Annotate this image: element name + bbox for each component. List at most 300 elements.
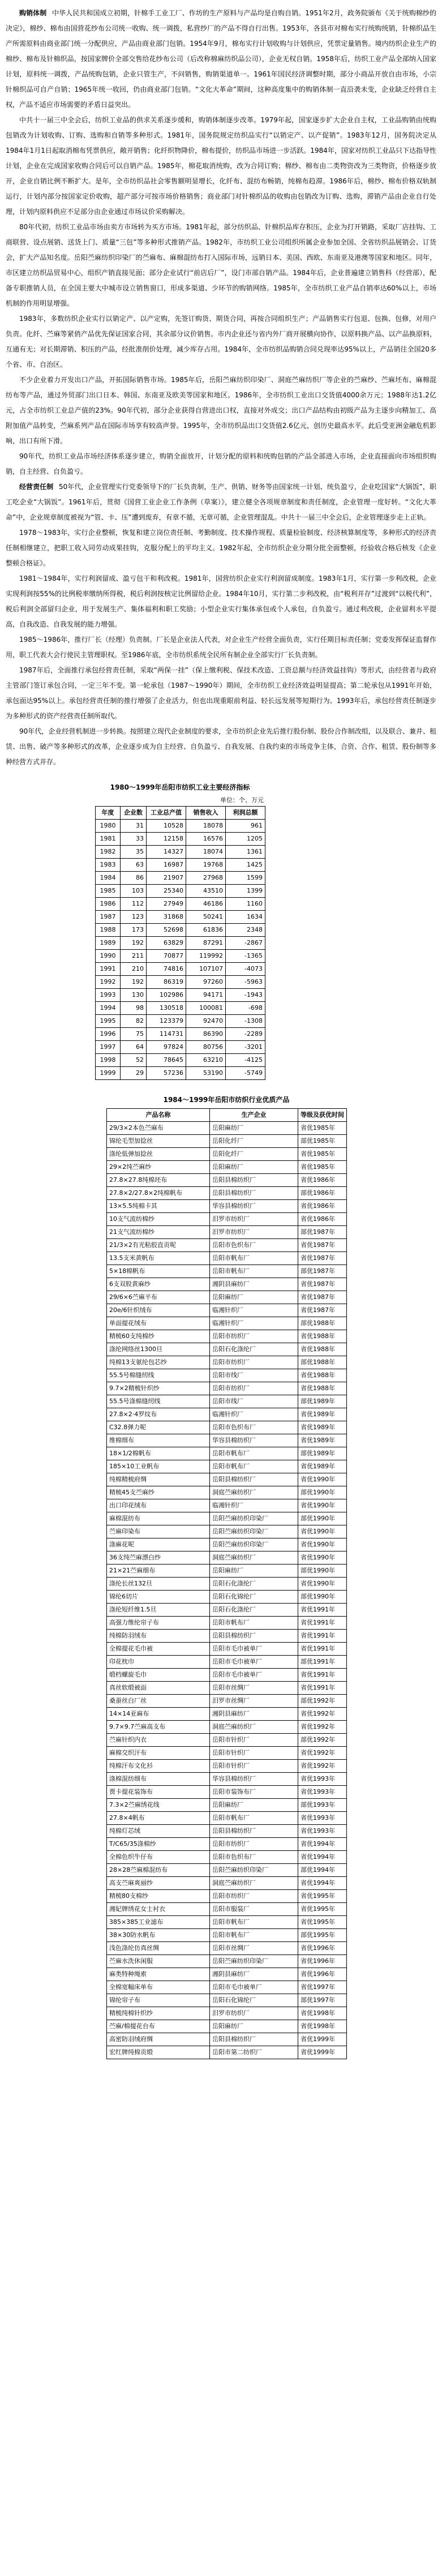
table-row (107, 1291, 347, 1304)
table-cell: 涤棉混纺细布 (107, 1773, 210, 1786)
table-cell: 纯棉防羽绒布 (107, 1630, 210, 1643)
table-cell: 1425 (226, 859, 265, 872)
table-cell: 岳阳麻纺厂 (210, 1122, 298, 1135)
table-cell: 岳阳市毛巾被单厂 (210, 1643, 298, 1656)
table-header-row (96, 807, 265, 820)
table-cell: 洞庭苎麻纺织厂 (210, 1551, 298, 1565)
table-cell: 省优1989年 (298, 1434, 347, 1447)
table-cell: 岳阳市色织布厂 (210, 1851, 298, 1864)
table-cell: 岳阳市毛巾被单厂 (210, 1656, 298, 1669)
table-cell: 印花枕巾 (107, 1656, 210, 1669)
table-cell: 临湘针织厂 (210, 1499, 298, 1512)
table-row (96, 911, 265, 924)
table-cell: 1599 (226, 872, 265, 885)
table-row (107, 1695, 347, 1708)
table-cell: 岳阳市帆布厂 (210, 1252, 298, 1265)
table-row (107, 1890, 347, 1903)
table-cell: T/C65/35涤棉纱 (107, 1838, 210, 1851)
table-cell: 岳阳石化涤纶厂 (210, 1343, 298, 1356)
table-cell: 部优1987年 (298, 1265, 347, 1278)
table-row (107, 1916, 347, 1929)
table-cell: 省优1991年 (298, 1669, 347, 1682)
table-cell: 1991 (96, 963, 121, 976)
table-cell: 14×14亚麻布 (107, 1708, 210, 1721)
table-row (107, 1955, 347, 1968)
table-cell: 55.5号棉缝纫线 (107, 1369, 210, 1382)
table-cell: 部优1985年 (298, 1135, 347, 1148)
table-cell: 185×10工业帆布 (107, 1460, 210, 1473)
table-cell: 21支气流纺棉纱 (107, 1226, 210, 1239)
table-row (107, 2046, 347, 2059)
table-cell: 真丝软缎被面 (107, 1682, 210, 1695)
table-cell: 123 (121, 911, 147, 924)
table-cell: 部优1988年 (298, 1356, 347, 1369)
section-heading-purchase-sales: 购销体制 (19, 9, 47, 17)
table-cell: 29 (121, 1067, 147, 1080)
table-cell: 36支纯苎麻漂白纱 (107, 1551, 210, 1565)
table-cell: 临湘针织厂 (210, 1317, 298, 1330)
table-cell: 省优1991年 (298, 1617, 347, 1630)
table-cell: 1999 (96, 1067, 121, 1080)
table-cell: 1399 (226, 885, 265, 898)
paragraph (6, 632, 436, 663)
table-cell: 省优1991年 (298, 1682, 347, 1695)
table-cell: 省优1987年 (298, 1239, 347, 1252)
table-row (107, 1799, 347, 1812)
table-row (107, 1591, 347, 1604)
table-cell: -1365 (226, 950, 265, 963)
table-cell: 1981 (96, 833, 121, 846)
table-cell: 63829 (147, 937, 186, 950)
table-cell: 苎麻/棉提花台布 (107, 2020, 210, 2033)
table-cell: 1985 (96, 885, 121, 898)
table-cell: 岳阳县棉纺织厂 (210, 1473, 298, 1486)
table-cell: 省优1991年 (298, 1604, 347, 1617)
table-cell: 岳阳市线厂 (210, 1369, 298, 1382)
table-row (107, 1213, 347, 1226)
table-cell: 精梳45支苎麻纱 (107, 1486, 210, 1499)
paragraph (6, 663, 436, 724)
table-row (107, 1617, 347, 1630)
paragraph-text: 1981～1984年，实行利润留成、盈亏包干和利改税。1981年，国营纺织企业实行利润留成制度。1983年1月，实行第一步利改税，企业实现利润按55%的比例税率缴纳所得税，税后利润按核定比例留给企业。1984年10月，实行第二步利改税，由“税利并存”过渡到“以税代利”，税后利润全部留归企业，用于发展生产、集体福利和职工奖励；小型企业实行集体承包或个人承包，自负盈亏。通过利改税，企业留利水平提高，自我改造、自我发展的能力增强。 (6, 575, 436, 628)
table-cell: 精梳80支棉纱 (107, 1890, 210, 1903)
table-row (96, 1054, 265, 1067)
table-cell: 9.7×9.7苎麻高支布 (107, 1721, 210, 1734)
table-cell: 省优1995年 (298, 1916, 347, 1929)
table-cell: 省优1986年 (298, 1200, 347, 1213)
paragraph-text: 1987年后，全面推行承包经营责任制，采取“两保一挂”（保上缴利税、保技术改造、工资总额与经济效益挂钩）等形式，由经营者与政府主管部门签订承包合同，一定三年不变。第一轮承包（1987～1990年）期间，全市纺织工业经济效益明显提高；第二轮承包从1991年开始，承包面达95%以上。承包经营责任制的推行增强了企业活力，但也出现重眼前利益、轻长远发展等短期行为。1993年后，承包经营责任制逐步为多种形式的资产经营责任制所取代。 (6, 666, 436, 720)
table-row (107, 1604, 347, 1617)
table-header-row (107, 1109, 347, 1122)
table-row (107, 1708, 347, 1721)
table-cell: 961 (226, 820, 265, 833)
table-cell: 省优1992年 (298, 1721, 347, 1734)
table-cell: 汨罗市纺织厂 (210, 1226, 298, 1239)
table-cell: 63210 (186, 1054, 226, 1067)
table-cell: 6支双股黄麻纱 (107, 1278, 210, 1291)
table-row (107, 1161, 347, 1174)
table-cell: 岳阳麻纺厂 (210, 1161, 298, 1174)
table-row (107, 1135, 347, 1148)
table-unit-note: 单位：个、万元 (220, 796, 264, 804)
table-row (107, 1682, 347, 1695)
table-cell: 173 (121, 924, 147, 937)
table-cell: 岳阳市色织布厂 (210, 1421, 298, 1434)
table-row (107, 1226, 347, 1239)
table-cell: 省优1996年 (298, 1955, 347, 1968)
table-cell: 210 (121, 963, 147, 976)
table-cell: 86 (121, 872, 147, 885)
table-row (107, 1851, 347, 1864)
table-cell: 1989 (96, 937, 121, 950)
table-cell: 岳阳市纺织厂 (210, 1330, 298, 1343)
table-cell: 岳阳石化涤纶厂 (210, 1578, 298, 1591)
table-cell: 部优1997年 (298, 1994, 347, 2007)
table-cell: 部优1990年 (298, 1512, 347, 1525)
table-row (96, 1041, 265, 1054)
paragraph (6, 479, 436, 525)
table-row (107, 1122, 347, 1135)
table-cell: 119992 (186, 950, 226, 963)
table-cell: 部优1987年 (298, 1226, 347, 1239)
table-cell: 涤纶长丝132旦 (107, 1578, 210, 1591)
table-cell: 98 (121, 1002, 147, 1015)
table-cell: 岳阳市帆布厂 (210, 1447, 298, 1460)
table-cell: 岳阳麻纺厂 (210, 2020, 298, 2033)
table-row (107, 1630, 347, 1643)
table-row (96, 898, 265, 911)
table-row (107, 1578, 347, 1591)
table-cell: 岳阳麻纺厂 (210, 1799, 298, 1812)
table-row (107, 1460, 347, 1473)
table-cell: 高支苎麻爽丽纱 (107, 1877, 210, 1890)
table-row (107, 1148, 347, 1161)
table-row (107, 1877, 347, 1890)
table-cell: 纯棉灯芯绒 (107, 1825, 210, 1838)
table-cell: 汨罗市丝绸厂 (210, 1695, 298, 1708)
table-cell: 部优1990年 (298, 1486, 347, 1499)
table-row (107, 1929, 347, 1942)
table-cell: 涤纶低弹加捻丝 (107, 1148, 210, 1161)
table-cell: 1986 (96, 898, 121, 911)
table-cell: 岳阳市丝绸厂 (210, 1942, 298, 1955)
table-cell: 省优1985年 (298, 1122, 347, 1135)
table-row (96, 1028, 265, 1041)
table-row (96, 976, 265, 989)
table-cell: 82 (121, 1015, 147, 1028)
table-cell: 1995 (96, 1015, 121, 1028)
table-cell: 岳阳县棉纺织厂 (210, 1174, 298, 1187)
table-row (107, 1994, 347, 2007)
table-cell: 涤纶短纤维1.5旦 (107, 1604, 210, 1617)
table-row (107, 1252, 347, 1265)
paragraph-text: 90年代，企业经营机制进一步转换。按照建立现代企业制度的要求，全市纺织企业先后推行股份制、股份合作制改组，以及联合、兼并、租赁、出售、破产等多种形式的改革，企业逐步成为自主经营、自负盈亏、自我发展、自我约束的市场竞争主体，合资、合作、租赁、股份制等多种经营方式并存。 (6, 727, 436, 766)
quality-products-block (106, 1095, 346, 2059)
table-row (96, 950, 265, 963)
table-cell: 27968 (186, 872, 226, 885)
table-row (107, 1721, 347, 1734)
table-cell: 省优1987年 (298, 1252, 347, 1265)
table-cell: 省优1988年 (298, 1369, 347, 1382)
table-row (96, 1002, 265, 1015)
table-cell: 21907 (147, 872, 186, 885)
table-cell: C32.8弹力呢 (107, 1421, 210, 1434)
table-cell: 省优1987年 (298, 1304, 347, 1317)
table-cell: 29/6×6苎麻平布 (107, 1291, 210, 1304)
table-cell: 涤纶网络丝1300旦 (107, 1343, 210, 1356)
table-cell: 130518 (147, 1002, 186, 1015)
table-cell: 省优1993年 (298, 1825, 347, 1838)
paragraph-text: 1985～1986年，推行厂长（经理）负责制。厂长是企业法人代表，对企业生产经营全面负责，实行任期目标责任制；党委发挥保证监督作用，职工代表大会行使民主管理职权。至1986年底，全市纺织系统全民所有制企业全部实行厂长负责制。 (6, 636, 436, 659)
table-cell: 湘阴县麻纺厂 (210, 1278, 298, 1291)
table-cell: 14327 (147, 846, 186, 859)
table-cell: 省优1992年 (298, 1747, 347, 1760)
table-header-cell: 工业总产值 (147, 807, 186, 820)
table-cell: 浅色涤纶仿真丝绸 (107, 1942, 210, 1955)
table-row (107, 1525, 347, 1538)
table-cell: 省优1998年 (298, 2020, 347, 2033)
table-cell: 部优1992年 (298, 1695, 347, 1708)
table-cell: 岳阳市装饰布厂 (210, 1786, 298, 1799)
table-row (107, 1473, 347, 1486)
table-cell: 29×2纯苎麻纱 (107, 1161, 210, 1174)
table-cell: 21/3×2有光粘胶直贡呢 (107, 1239, 210, 1252)
table-cell: 53190 (186, 1067, 226, 1080)
table-cell: 宏红牌纯棉贡缎 (107, 2046, 210, 2059)
table-cell: 28×28苎麻棉混纺布 (107, 1864, 210, 1877)
table-cell: 64 (121, 1041, 147, 1054)
table-cell: 50241 (186, 911, 226, 924)
paragraph-text: 80年代初，纺织工业品市场由卖方市场转为买方市场。1981年起，部分纺织品、针棉织品库存积压，企业为打开销路，采取厂店挂钩、工商联营、设点展销、送货上门、质量“三包”等多种形式推销产品。1982年，市纺织工业公司组织所属企业参加全国、全省纺织品展销会、订货会，扩大产品知名度。岳阳苎麻纺织印染厂的苎麻布、麻棉混纺布打入国际市场，远销日本、美国、西欧、东南亚及港澳等国家和地区。同年，市区建立纺织品贸易中心，组织产销直接见面；部分企业试行“前店后厂”，设门市部自销产品。1984年后，企业普遍建立销售科（经营部），配备专职推销人员，在全国主要大中城市设立销售窗口，形成多渠道、少环节的购销网络。1985年，全市纺织工业产品自销率达60%以上，市场机制的作用明显增强。 (6, 223, 436, 307)
table-cell: 130 (121, 989, 147, 1002)
table-cell: 1998 (96, 1054, 121, 1067)
table-cell: 岳阳市帆布厂 (210, 1460, 298, 1473)
table-cell: 1987 (96, 911, 121, 924)
paragraph (6, 724, 436, 770)
table-cell: 临湘针织厂 (210, 1304, 298, 1317)
table-cell: 35 (121, 846, 147, 859)
table-cell: 岳阳县棉纺织厂 (210, 1630, 298, 1643)
table-cell: 麻棉交织汗布 (107, 1747, 210, 1760)
table-cell: 9.7×2精梳针织纱 (107, 1382, 210, 1395)
table-cell: 出口印花绒布 (107, 1499, 210, 1512)
table-cell: 18078 (186, 820, 226, 833)
table-cell: 省优1989年 (298, 1421, 347, 1434)
table-row (107, 1565, 347, 1578)
table-cell: 岳阳石化锦纶厂 (210, 1994, 298, 2007)
table-cell: 汨罗市纺织厂 (210, 2007, 298, 2020)
paragraph (6, 113, 436, 220)
table-cell: 7.3×2苎麻绣花线 (107, 1799, 210, 1812)
table-cell: 岳阳市第二纺织厂 (210, 2046, 298, 2059)
table-row (107, 2007, 347, 2020)
table-cell: 省优1987年 (298, 1278, 347, 1291)
paragraph-text: 1978～1983年，实行企业整顿，恢复和建立岗位责任制、考勤制度、技术操作规程、质量检验制度、经济核算制度等，多种形式的经济责任制相继建立，把职工收入同劳动成果挂钩，克服分配上的平均主义。1982年起，全市纺织企业分期分批全面整顿，经验收合格后核发《企业整顿合格证》。 (6, 529, 436, 567)
table-row (96, 859, 265, 872)
table-cell: 省优1994年 (298, 1877, 347, 1890)
table-cell: 省优1989年 (298, 1460, 347, 1473)
table-cell: 洞庭苎麻纺织厂 (210, 1486, 298, 1499)
table-cell: 部优1986年 (298, 1187, 347, 1200)
table-cell: 61836 (186, 924, 226, 937)
table-cell: 岳阳县棉纺织厂 (210, 1187, 298, 1200)
table-cell: 78645 (147, 1054, 186, 1067)
table-cell: 华容县棉纺织厂 (210, 1434, 298, 1447)
table-cell: 29/3×2本色苎麻布 (107, 1122, 210, 1135)
table-header-cell: 企业数 (121, 807, 147, 820)
table-row (96, 989, 265, 1002)
table-cell: 纯棉精梳府绸 (107, 1473, 210, 1486)
table-row (107, 1330, 347, 1343)
table-cell: 精梳60支纯棉纱 (107, 1330, 210, 1343)
table-row (107, 1838, 347, 1851)
table-cell: -1308 (226, 1015, 265, 1028)
table-cell: 省优1990年 (298, 1551, 347, 1565)
table-cell: 1993 (96, 989, 121, 1002)
table-cell: 岳阳化纤厂 (210, 1135, 298, 1148)
table-cell: 55.5号涤棉缝纫线 (107, 1395, 210, 1408)
table-cell: 31868 (147, 911, 186, 924)
table-row (107, 1656, 347, 1669)
table-cell: 省优1988年 (298, 1330, 347, 1343)
table-cell: 岳阳市纺织厂 (210, 1838, 298, 1851)
table-cell: 岳阳苎麻纺织印染厂 (210, 1538, 298, 1551)
table-cell: 1984 (96, 872, 121, 885)
table-cell: 麻类特种绳索 (107, 1968, 210, 1981)
table-row (107, 1395, 347, 1408)
table-cell: 苎麻针织内衣 (107, 1734, 210, 1747)
table-cell: 岳阳市服装厂 (210, 1903, 298, 1916)
table-cell: 湘阴县麻纺厂 (210, 1708, 298, 1721)
paragraph-text: 1983年，多数纺织企业实行以销定产、以产定购，先签订购货、期货合同，再按合同组织生产；产品销售实行包退、包换、包修，对用户负责。化纤、苎麻等紧俏产品优先保证国家合同，其余部分议价销售。市内企业还与省内外厂商开展横向协作，以原料换产品、以产品换原料，互通有无；对长期滞销、积压的产品，经批准削价处理，减少库存占用。1984年，全市纺织品购销合同兑现率达95%以上，产品销往全国20多个省、市、自治区。 (6, 315, 436, 368)
table-row (96, 963, 265, 976)
table-cell: 31 (121, 820, 147, 833)
table-row (96, 937, 265, 950)
table-cell: 部优1991年 (298, 1656, 347, 1669)
table-row (107, 1369, 347, 1382)
table-cell: 涤麻花呢 (107, 1538, 210, 1551)
table-cell: 苎麻水洗休闲服 (107, 1955, 210, 1968)
table-cell: 岳阳市纺织厂 (210, 1382, 298, 1395)
table-cell: 2348 (226, 924, 265, 937)
table-cell: 岳阳麻纺厂 (210, 1565, 298, 1578)
table-cell: -5749 (226, 1067, 265, 1080)
table-cell: 部优1990年 (298, 1565, 347, 1578)
table-cell: 87291 (186, 937, 226, 950)
table-cell: 211 (121, 950, 147, 963)
table-cell: 省优1992年 (298, 1708, 347, 1721)
paragraph (6, 571, 436, 632)
table-row (107, 1239, 347, 1252)
table-row (107, 2033, 347, 2046)
table-cell: 75 (121, 1028, 147, 1041)
table-cell: -3201 (226, 1041, 265, 1054)
table-cell: 部优1989年 (298, 1447, 347, 1460)
table-row (107, 1408, 347, 1421)
table-cell: 1980 (96, 820, 121, 833)
table-cell: 部优1995年 (298, 1929, 347, 1942)
table-cell: -5963 (226, 976, 265, 989)
table-cell: 18×1/2棉帆布 (107, 1447, 210, 1460)
table-cell: 86319 (147, 976, 186, 989)
table-cell: 省优1997年 (298, 1981, 347, 1994)
table-row (107, 2020, 347, 2033)
paragraph-text: 90年代，纺织工业品市场经济体系逐步建立，购销全面放开，计划分配的原料和统购包销的产品全部进入市场，企业直接面向市场组织购销，自主经营、自负盈亏。 (6, 452, 436, 475)
table-cell: 岳阳市针织厂 (210, 1734, 298, 1747)
table-cell: 97824 (147, 1041, 186, 1054)
paragraph-text: 中华人民共和国成立初期，针棉手工业工厂、作坊的生产原料与产品均是自购自销。1951年2月，政务院颁布《关于统购棉纱的决定》，棉纱、棉布由国营花纱布公司统一收购、统一调拨，私营纱厂的产品不得自行出售。1953年，各县市对棉布实行统购统销，针棉织品生产所需原料由商业部门统一分配供应，产品由商业部门包销。1954年9月，棉布实行计划收购与计划供应，凭票定量销售。境内纺织企业生产的棉纱、棉布及针棉织品，按国家牌价全部交售给花纱布公司（后改称棉麻纺织品公司），企业无权自销。1958年后，纺织工业产品全部纳入国家计划，原料统一调拨，产品统购包销，企业只管生产，不问销售，购销渠道单一。1961年国民经济调整时期，部分小商品开放自由市场，小宗针棉织品可自产自销；1965年统一收回，仍由商业部门包销。“文化大革命”期间，这种高度集中的购销体制一直沿袭未变，企业缺乏经营自主权，产品不适应市场需要的矛盾日益突出。 (6, 9, 436, 109)
table-cell: 华容县棉纺织厂 (210, 1773, 298, 1786)
table-cell: 高强力维纶帘子布 (107, 1617, 210, 1630)
table-row (107, 1968, 347, 1981)
table-cell: -2867 (226, 937, 265, 950)
table-cell: 100081 (186, 1002, 226, 1015)
table-cell: 102986 (147, 989, 186, 1002)
table-cell: 全棉提花毛巾被 (107, 1643, 210, 1656)
table-cell: -2289 (226, 1028, 265, 1041)
table-row (107, 1434, 347, 1447)
table-cell: 1983 (96, 859, 121, 872)
table-cell: 维棉细布 (107, 1434, 210, 1447)
table-row (107, 1903, 347, 1916)
table-cell: 岳阳市帆布厂 (210, 1812, 298, 1825)
table-cell: 苎麻印染布 (107, 1525, 210, 1538)
paragraph (6, 449, 436, 479)
table-cell: 岳阳市线厂 (210, 1395, 298, 1408)
table-cell: 1160 (226, 898, 265, 911)
table-row (107, 1760, 347, 1773)
table-cell: 高密防羽绒府绸 (107, 2033, 210, 2046)
table-cell: 省优1990年 (298, 1578, 347, 1591)
table-cell: 部优1989年 (298, 1395, 347, 1408)
table-cell: 岳阳市色织布厂 (210, 1239, 298, 1252)
table-row (107, 1447, 347, 1460)
table-cell: 省优1999年 (298, 2033, 347, 2046)
table-cell: 纯棉汗布文化衫 (107, 1760, 210, 1773)
table-cell: 97260 (186, 976, 226, 989)
table-cell: 岳阳苎麻纺织印染厂 (210, 1864, 298, 1877)
table-cell: 省优1993年 (298, 1812, 347, 1825)
table-cell: 湘妃牌绣花女士衬衣 (107, 1903, 210, 1916)
table-cell: 岳阳市帆布厂 (210, 1916, 298, 1929)
table-cell: 省优1998年 (298, 2007, 347, 2020)
table-cell: 贾卡提花装饰布 (107, 1786, 210, 1799)
table-cell: -4125 (226, 1054, 265, 1067)
table-cell: 省优1993年 (298, 1786, 347, 1799)
table-cell: 123379 (147, 1015, 186, 1028)
table-cell: 1634 (226, 911, 265, 924)
table-cell: 52 (121, 1054, 147, 1067)
table-cell: -4073 (226, 963, 265, 976)
table-row (107, 1825, 347, 1838)
table-cell: 岳阳市帆布厂 (210, 1929, 298, 1942)
table-cell: 桑蚕丝白厂丝 (107, 1695, 210, 1708)
table-cell: 114731 (147, 1028, 186, 1041)
paragraph (6, 372, 436, 449)
table-row (96, 1067, 265, 1080)
table-cell: 华容县棉纺织厂 (210, 1200, 298, 1213)
table-cell: 20e/6针织绒布 (107, 1304, 210, 1317)
table-cell: 省优1985年 (298, 1148, 347, 1161)
table-cell: 10支气流纺棉纱 (107, 1213, 210, 1226)
table-row (107, 1187, 347, 1200)
table-cell: 27949 (147, 898, 186, 911)
table-cell: 19768 (186, 859, 226, 872)
table-row (107, 1643, 347, 1656)
table-row (107, 1317, 347, 1330)
table-cell: 省优1995年 (298, 1890, 347, 1903)
table-row (107, 1343, 347, 1356)
